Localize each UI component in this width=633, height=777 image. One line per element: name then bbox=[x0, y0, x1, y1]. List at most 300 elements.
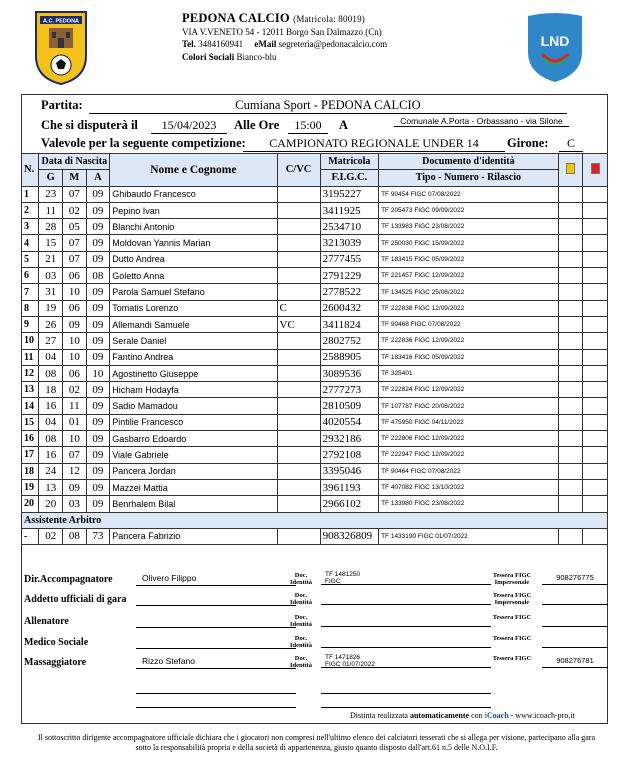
birth-day: 16 bbox=[39, 398, 63, 414]
assistant-red bbox=[583, 528, 608, 544]
yellow-card-cell bbox=[558, 300, 583, 316]
player-number: 6 bbox=[22, 268, 39, 284]
club-info bbox=[182, 12, 387, 63]
birth-year: 09 bbox=[86, 447, 110, 463]
yellow-card-cell bbox=[558, 382, 583, 398]
player-captain bbox=[277, 398, 320, 414]
red-card-cell bbox=[583, 202, 608, 218]
player-row bbox=[22, 431, 608, 447]
colors-label: Colori Sociali bbox=[182, 51, 235, 62]
player-document: TF 183416 FIGC 05/09/2022 bbox=[379, 349, 559, 365]
player-captain bbox=[277, 431, 320, 447]
player-number: 1 bbox=[22, 186, 39, 202]
player-name: Tomatis Lorenzo bbox=[110, 300, 277, 316]
player-row bbox=[22, 447, 608, 463]
red-card-cell bbox=[583, 349, 608, 365]
birth-year: 09 bbox=[86, 479, 110, 495]
birth-year: 09 bbox=[86, 219, 110, 235]
competition-value: CAMPIONATO REGIONALE UNDER 14 bbox=[243, 136, 505, 152]
brand-i: i bbox=[484, 711, 487, 720]
player-captain bbox=[277, 268, 320, 284]
player-captain bbox=[277, 186, 320, 202]
player-matricola: 2802752 bbox=[320, 333, 378, 349]
assistant-section-title: Assistente Arbitro bbox=[22, 512, 608, 528]
player-captain bbox=[277, 414, 320, 430]
player-number: 2 bbox=[22, 202, 39, 218]
official-row bbox=[21, 571, 608, 591]
player-row bbox=[22, 496, 608, 512]
player-matricola: 2588905 bbox=[320, 349, 378, 365]
player-name: Goletto Anna bbox=[110, 268, 277, 284]
birth-day: 11 bbox=[39, 202, 63, 218]
birth-year: 08 bbox=[86, 268, 110, 284]
player-row bbox=[22, 235, 608, 251]
blank-line bbox=[136, 693, 296, 694]
birth-month: 06 bbox=[63, 268, 87, 284]
birth-day: 24 bbox=[39, 463, 63, 479]
player-document: TF 475950 FIGC 04/11/2022 bbox=[379, 414, 559, 430]
player-row bbox=[22, 284, 608, 300]
player-document: TF 205473 FIGC 09/09/2022 bbox=[379, 202, 559, 218]
birth-month: 02 bbox=[63, 382, 87, 398]
player-number: 17 bbox=[22, 447, 39, 463]
player-name: Pepino Ivan bbox=[110, 202, 277, 218]
col-yellow bbox=[558, 154, 583, 187]
col-matricola: Matricola bbox=[320, 154, 378, 170]
yellow-card-cell bbox=[558, 251, 583, 267]
player-captain bbox=[277, 235, 320, 251]
official-row bbox=[21, 591, 608, 611]
col-month: M bbox=[63, 170, 87, 186]
birth-year: 09 bbox=[86, 186, 110, 202]
player-document: TF 222838 FIGC 12/09/2022 bbox=[379, 300, 559, 316]
official-name bbox=[136, 593, 296, 606]
credit-bold: automaticamente bbox=[409, 711, 470, 720]
red-card-icon bbox=[591, 163, 600, 174]
official-tessera bbox=[542, 636, 608, 648]
player-row bbox=[22, 463, 608, 479]
birth-year: 09 bbox=[86, 463, 110, 479]
player-row bbox=[22, 479, 608, 495]
club-name: PEDONA CALCIO bbox=[182, 11, 290, 25]
col-number: N. bbox=[22, 154, 39, 187]
player-captain: C bbox=[277, 300, 320, 316]
birth-year: 09 bbox=[86, 251, 110, 267]
player-captain bbox=[277, 365, 320, 381]
player-document: TF 90464 FIGC 07/08/2022 bbox=[379, 463, 559, 479]
birth-year: 10 bbox=[86, 365, 110, 381]
official-tessera: 908276775 bbox=[542, 573, 608, 585]
player-document: TF 222806 FIGC 12/09/2022 bbox=[379, 431, 559, 447]
official-tessera-label: Tessera FIGC Impersonale bbox=[492, 572, 532, 586]
official-row bbox=[21, 654, 608, 674]
player-matricola: 2777273 bbox=[320, 382, 378, 398]
official-row bbox=[21, 613, 608, 633]
yellow-card-cell bbox=[558, 479, 583, 495]
yellow-card-cell bbox=[558, 431, 583, 447]
player-name: Serale Daniel bbox=[110, 333, 277, 349]
red-card-cell bbox=[583, 398, 608, 414]
player-matricola: 3961193 bbox=[320, 479, 378, 495]
official-doc-label: Doc. Identità bbox=[289, 572, 313, 586]
player-number: 14 bbox=[22, 398, 39, 414]
red-card-cell bbox=[583, 365, 608, 381]
birth-month: 10 bbox=[63, 333, 87, 349]
club-logo bbox=[32, 10, 90, 86]
official-name: Rizzo Stefano bbox=[136, 656, 296, 669]
birth-day: 31 bbox=[39, 284, 63, 300]
official-doc bbox=[321, 634, 491, 648]
player-name: Parola Samuel Stefano bbox=[110, 284, 277, 300]
player-document: TF 183415 FIGC 05/09/2022 bbox=[379, 251, 559, 267]
player-number: 18 bbox=[22, 463, 39, 479]
col-figc: F.I.G.C. bbox=[320, 170, 378, 186]
birth-year: 09 bbox=[86, 496, 110, 512]
official-tessera bbox=[542, 615, 608, 627]
red-card-cell bbox=[583, 333, 608, 349]
yellow-card-cell bbox=[558, 349, 583, 365]
yellow-card-cell bbox=[558, 186, 583, 202]
birth-year: 09 bbox=[86, 202, 110, 218]
yellow-card-cell bbox=[558, 235, 583, 251]
player-document: TF 90454 FIGC 07/08/2022 bbox=[379, 186, 559, 202]
player-row bbox=[22, 414, 608, 430]
assistant-matricola: 908326809 bbox=[320, 528, 378, 544]
red-card-cell bbox=[583, 284, 608, 300]
player-matricola: 4020554 bbox=[320, 414, 378, 430]
player-name: Pancera Jordan bbox=[110, 463, 277, 479]
player-matricola: 2810509 bbox=[320, 398, 378, 414]
club-colors: Bianco-blu bbox=[236, 51, 277, 62]
match-place: Comunale A.Porta - Orbassano - via Silone bbox=[394, 116, 569, 127]
official-doc-label: Doc. Identità bbox=[289, 592, 313, 606]
players-table bbox=[21, 153, 608, 545]
official-doc bbox=[321, 591, 491, 605]
player-matricola: 2534710 bbox=[320, 219, 378, 235]
credit-line bbox=[350, 711, 575, 720]
club-address: VIA V.VENETO 54 - 12011 Borgo San Dalmazzo (Cn) bbox=[182, 26, 382, 37]
col-doc-detail: Tipo - Numero - Rilascio bbox=[379, 170, 559, 186]
player-captain bbox=[277, 447, 320, 463]
assistant-day: 02 bbox=[39, 528, 63, 544]
player-captain bbox=[277, 349, 320, 365]
birth-day: 04 bbox=[39, 414, 63, 430]
player-number: 4 bbox=[22, 235, 39, 251]
player-document: TF 222836 FIGC 12/09/2022 bbox=[379, 333, 559, 349]
player-name: Sadio Mamadou bbox=[110, 398, 277, 414]
birth-month: 12 bbox=[63, 463, 87, 479]
player-name: Moldovan Yannis Marian bbox=[110, 235, 277, 251]
assistant-number: - bbox=[22, 528, 39, 544]
tel-label: Tel. bbox=[182, 39, 196, 49]
club-email: segreteria@pedonacalcio.com bbox=[278, 39, 388, 49]
player-number: 16 bbox=[22, 431, 39, 447]
yellow-card-cell bbox=[558, 316, 583, 332]
birth-month: 09 bbox=[63, 316, 87, 332]
col-birthdate: Data di Nascita bbox=[39, 154, 110, 170]
player-row bbox=[22, 365, 608, 381]
birth-year: 09 bbox=[86, 349, 110, 365]
official-tessera-label: Tessera FIGC Impersonale bbox=[492, 592, 532, 606]
lnd-logo bbox=[524, 12, 586, 84]
assistant-captain bbox=[277, 528, 320, 544]
player-number: 7 bbox=[22, 284, 39, 300]
red-card-cell bbox=[583, 268, 608, 284]
match-time: 15:00 bbox=[288, 118, 328, 134]
player-document: TF 407082 FIGC 13/10/2022 bbox=[379, 479, 559, 495]
red-card-cell bbox=[583, 316, 608, 332]
player-matricola: 2966102 bbox=[320, 496, 378, 512]
player-captain bbox=[277, 333, 320, 349]
red-card-cell bbox=[583, 186, 608, 202]
birth-day: 16 bbox=[39, 447, 63, 463]
official-tessera-label: Tessera FIGC bbox=[492, 655, 532, 662]
player-document: TF 133983 FIGC 23/08/2022 bbox=[379, 219, 559, 235]
player-row bbox=[22, 398, 608, 414]
match-date: 15/04/2023 bbox=[151, 118, 227, 134]
red-card-cell bbox=[583, 382, 608, 398]
official-doc bbox=[321, 613, 491, 627]
player-row bbox=[22, 382, 608, 398]
player-number: 19 bbox=[22, 479, 39, 495]
player-matricola: 2778522 bbox=[320, 284, 378, 300]
birth-month: 07 bbox=[63, 447, 87, 463]
player-row bbox=[22, 349, 608, 365]
birth-year: 09 bbox=[86, 300, 110, 316]
official-role: Allenatore bbox=[24, 616, 69, 627]
player-row bbox=[22, 268, 608, 284]
player-name: Agostinetto Giuseppe bbox=[110, 365, 277, 381]
player-matricola: 2777455 bbox=[320, 251, 378, 267]
birth-year: 09 bbox=[86, 316, 110, 332]
red-card-cell bbox=[583, 414, 608, 430]
competition-label: Valevole per la seguente competizione: bbox=[41, 136, 246, 150]
yellow-card-cell bbox=[558, 284, 583, 300]
player-captain bbox=[277, 382, 320, 398]
player-captain bbox=[277, 251, 320, 267]
player-captain bbox=[277, 463, 320, 479]
birth-month: 06 bbox=[63, 300, 87, 316]
yellow-card-cell bbox=[558, 268, 583, 284]
birth-day: 04 bbox=[39, 349, 63, 365]
official-doc: TF 1481250 FIGC bbox=[321, 571, 491, 585]
assistant-month: 08 bbox=[63, 528, 87, 544]
official-doc-label: Doc. Identità bbox=[289, 655, 313, 669]
official-doc: TF 1471826 FIGC 01/07/2022 bbox=[321, 654, 491, 668]
official-tessera-label: Tessera FIGC bbox=[492, 635, 532, 642]
player-matricola: 3411925 bbox=[320, 202, 378, 218]
player-number: 3 bbox=[22, 219, 39, 235]
time-label: Alle Ore bbox=[234, 118, 280, 132]
official-role: Dir.Accompagnatore bbox=[24, 574, 113, 585]
birth-month: 07 bbox=[63, 186, 87, 202]
yellow-card-cell bbox=[558, 463, 583, 479]
birth-month: 07 bbox=[63, 235, 87, 251]
birth-year: 09 bbox=[86, 431, 110, 447]
col-name: Nome e Cognome bbox=[110, 154, 277, 187]
birth-year: 09 bbox=[86, 333, 110, 349]
birth-month: 07 bbox=[63, 251, 87, 267]
player-document: TF 90468 FIGC 07/08/2022 bbox=[379, 316, 559, 332]
birth-day: 15 bbox=[39, 235, 63, 251]
player-captain bbox=[277, 219, 320, 235]
player-matricola: 2791229 bbox=[320, 268, 378, 284]
official-doc-label: Doc. Identità bbox=[289, 635, 313, 649]
birth-day: 13 bbox=[39, 479, 63, 495]
official-role: Addetto ufficiali di gara bbox=[24, 594, 127, 605]
player-matricola: 3089536 bbox=[320, 365, 378, 381]
official-tessera: 908276781 bbox=[542, 656, 608, 668]
player-name: Hicham Hodayfa bbox=[110, 382, 277, 398]
player-matricola: 2600432 bbox=[320, 300, 378, 316]
yellow-card-icon bbox=[566, 163, 575, 174]
player-name: Viale Gabriele bbox=[110, 447, 277, 463]
birth-day: 28 bbox=[39, 219, 63, 235]
blank-line bbox=[321, 707, 491, 708]
date-label: Che si disputerà il bbox=[41, 118, 138, 132]
player-number: 9 bbox=[22, 316, 39, 332]
official-name: Olivero Filippo bbox=[136, 573, 296, 586]
player-captain bbox=[277, 284, 320, 300]
col-day: G bbox=[39, 170, 63, 186]
birth-day: 08 bbox=[39, 431, 63, 447]
logo-text: A.C. PEDONA bbox=[42, 18, 80, 25]
player-name: Fantino Andrea bbox=[110, 349, 277, 365]
official-row bbox=[21, 634, 608, 654]
red-card-cell bbox=[583, 496, 608, 512]
player-number: 8 bbox=[22, 300, 39, 316]
official-name bbox=[136, 636, 296, 649]
yellow-card-cell bbox=[558, 447, 583, 463]
player-row bbox=[22, 251, 608, 267]
email-label: eMail bbox=[254, 39, 277, 49]
player-name: Blanchi Antonio bbox=[110, 219, 277, 235]
partita-label: Partita: bbox=[41, 98, 83, 112]
brand-name: Coach bbox=[486, 711, 509, 720]
player-name: Benrhalem Bilal bbox=[110, 496, 277, 512]
red-card-cell bbox=[583, 431, 608, 447]
credit-url: - www.icoach-pro.it bbox=[510, 711, 575, 720]
player-row bbox=[22, 300, 608, 316]
birth-day: 27 bbox=[39, 333, 63, 349]
player-matricola: 3195227 bbox=[320, 186, 378, 202]
col-captain: C/VC bbox=[277, 154, 320, 187]
col-year: A bbox=[86, 170, 110, 186]
player-name: Ghibaudo Francesco bbox=[110, 186, 277, 202]
credit-pre: Distinta realizzata bbox=[350, 711, 408, 720]
player-number: 15 bbox=[22, 414, 39, 430]
player-matricola: 2932186 bbox=[320, 431, 378, 447]
yellow-card-cell bbox=[558, 202, 583, 218]
player-matricola: 3213039 bbox=[320, 235, 378, 251]
player-document: TF 107787 FIGC 20/08/2022 bbox=[379, 398, 559, 414]
player-name: Pintilie Francesco bbox=[110, 414, 277, 430]
birth-year: 09 bbox=[86, 284, 110, 300]
player-document: TF 222824 FIGC 12/09/2022 bbox=[379, 382, 559, 398]
assistant-name: Pancera Fabrizio bbox=[110, 528, 277, 544]
birth-month: 11 bbox=[63, 398, 87, 414]
birth-year: 09 bbox=[86, 414, 110, 430]
player-number: 11 bbox=[22, 349, 39, 365]
assistant-year: 73 bbox=[86, 528, 110, 544]
player-document: TF 221457 FIGC 12/09/2022 bbox=[379, 268, 559, 284]
player-captain: VC bbox=[277, 316, 320, 332]
col-document: Documento d'identità bbox=[379, 154, 559, 170]
official-role: Massaggiatore bbox=[24, 657, 87, 668]
red-card-cell bbox=[583, 219, 608, 235]
birth-month: 10 bbox=[63, 349, 87, 365]
official-tessera bbox=[542, 593, 608, 605]
player-number: 5 bbox=[22, 251, 39, 267]
partita-value: Cumiana Sport - PEDONA CALCIO bbox=[89, 98, 567, 114]
birth-day: 21 bbox=[39, 251, 63, 267]
player-name: Mazzei Mattia bbox=[110, 479, 277, 495]
birth-month: 10 bbox=[63, 431, 87, 447]
girone-label: Girone: bbox=[507, 136, 549, 150]
player-matricola: 2792108 bbox=[320, 447, 378, 463]
player-document: TF 325401 bbox=[379, 365, 559, 381]
player-name: Dutto Andrea bbox=[110, 251, 277, 267]
player-number: 20 bbox=[22, 496, 39, 512]
red-card-cell bbox=[583, 300, 608, 316]
yellow-card-cell bbox=[558, 219, 583, 235]
player-document: TF 222947 FIGC 12/09/2022 bbox=[379, 447, 559, 463]
official-doc-label: Doc. Identità bbox=[289, 614, 313, 628]
red-card-cell bbox=[583, 235, 608, 251]
birth-day: 23 bbox=[39, 186, 63, 202]
official-tessera-label: Tessera FIGC bbox=[492, 614, 532, 621]
assistant-yellow bbox=[558, 528, 583, 544]
yellow-card-cell bbox=[558, 398, 583, 414]
player-matricola: 3411824 bbox=[320, 316, 378, 332]
birth-month: 06 bbox=[63, 365, 87, 381]
assistant-document: TF 1433190 FIGC 01/07/2022 bbox=[379, 528, 559, 544]
player-name: Allemandi Samuele bbox=[110, 316, 277, 332]
birth-day: 03 bbox=[39, 268, 63, 284]
player-row bbox=[22, 333, 608, 349]
place-label: A bbox=[339, 118, 349, 132]
official-name bbox=[136, 615, 296, 628]
player-document: TF 133980 FIGC 23/08/2022 bbox=[379, 496, 559, 512]
birth-year: 09 bbox=[86, 398, 110, 414]
player-document: TF 134525 FIGC 25/08/2022 bbox=[379, 284, 559, 300]
birth-month: 02 bbox=[63, 202, 87, 218]
birth-month: 03 bbox=[63, 496, 87, 512]
yellow-card-cell bbox=[558, 365, 583, 381]
page-header bbox=[0, 0, 633, 92]
girone-value: C bbox=[559, 136, 583, 152]
birth-year: 09 bbox=[86, 382, 110, 398]
red-card-cell bbox=[583, 463, 608, 479]
birth-day: 08 bbox=[39, 365, 63, 381]
player-number: 13 bbox=[22, 382, 39, 398]
declaration-footer: Il sottoscritto dirigente accompagnatore ufficiale dichiara che i giocatori non compresi nell'ultimo elenco dei calciatori tesserati che si allega per visione, partecipano alla gara sotto la responsabilità propria e della società di appartenenza, giusto quanto disposto dall'art.61 n.5 delle N.O.I.F. bbox=[37, 733, 596, 752]
red-card-cell bbox=[583, 251, 608, 267]
yellow-card-cell bbox=[558, 414, 583, 430]
assistant-row bbox=[22, 528, 608, 544]
birth-year: 09 bbox=[86, 235, 110, 251]
player-number: 10 bbox=[22, 333, 39, 349]
yellow-card-cell bbox=[558, 333, 583, 349]
birth-month: 01 bbox=[63, 414, 87, 430]
credit-con: con bbox=[471, 711, 483, 720]
birth-day: 26 bbox=[39, 316, 63, 332]
yellow-card-cell bbox=[558, 496, 583, 512]
player-row bbox=[22, 219, 608, 235]
club-matricola: (Matricola: 80019) bbox=[293, 14, 365, 24]
player-matricola: 3395046 bbox=[320, 463, 378, 479]
club-phone: 3484160941 bbox=[198, 39, 244, 49]
